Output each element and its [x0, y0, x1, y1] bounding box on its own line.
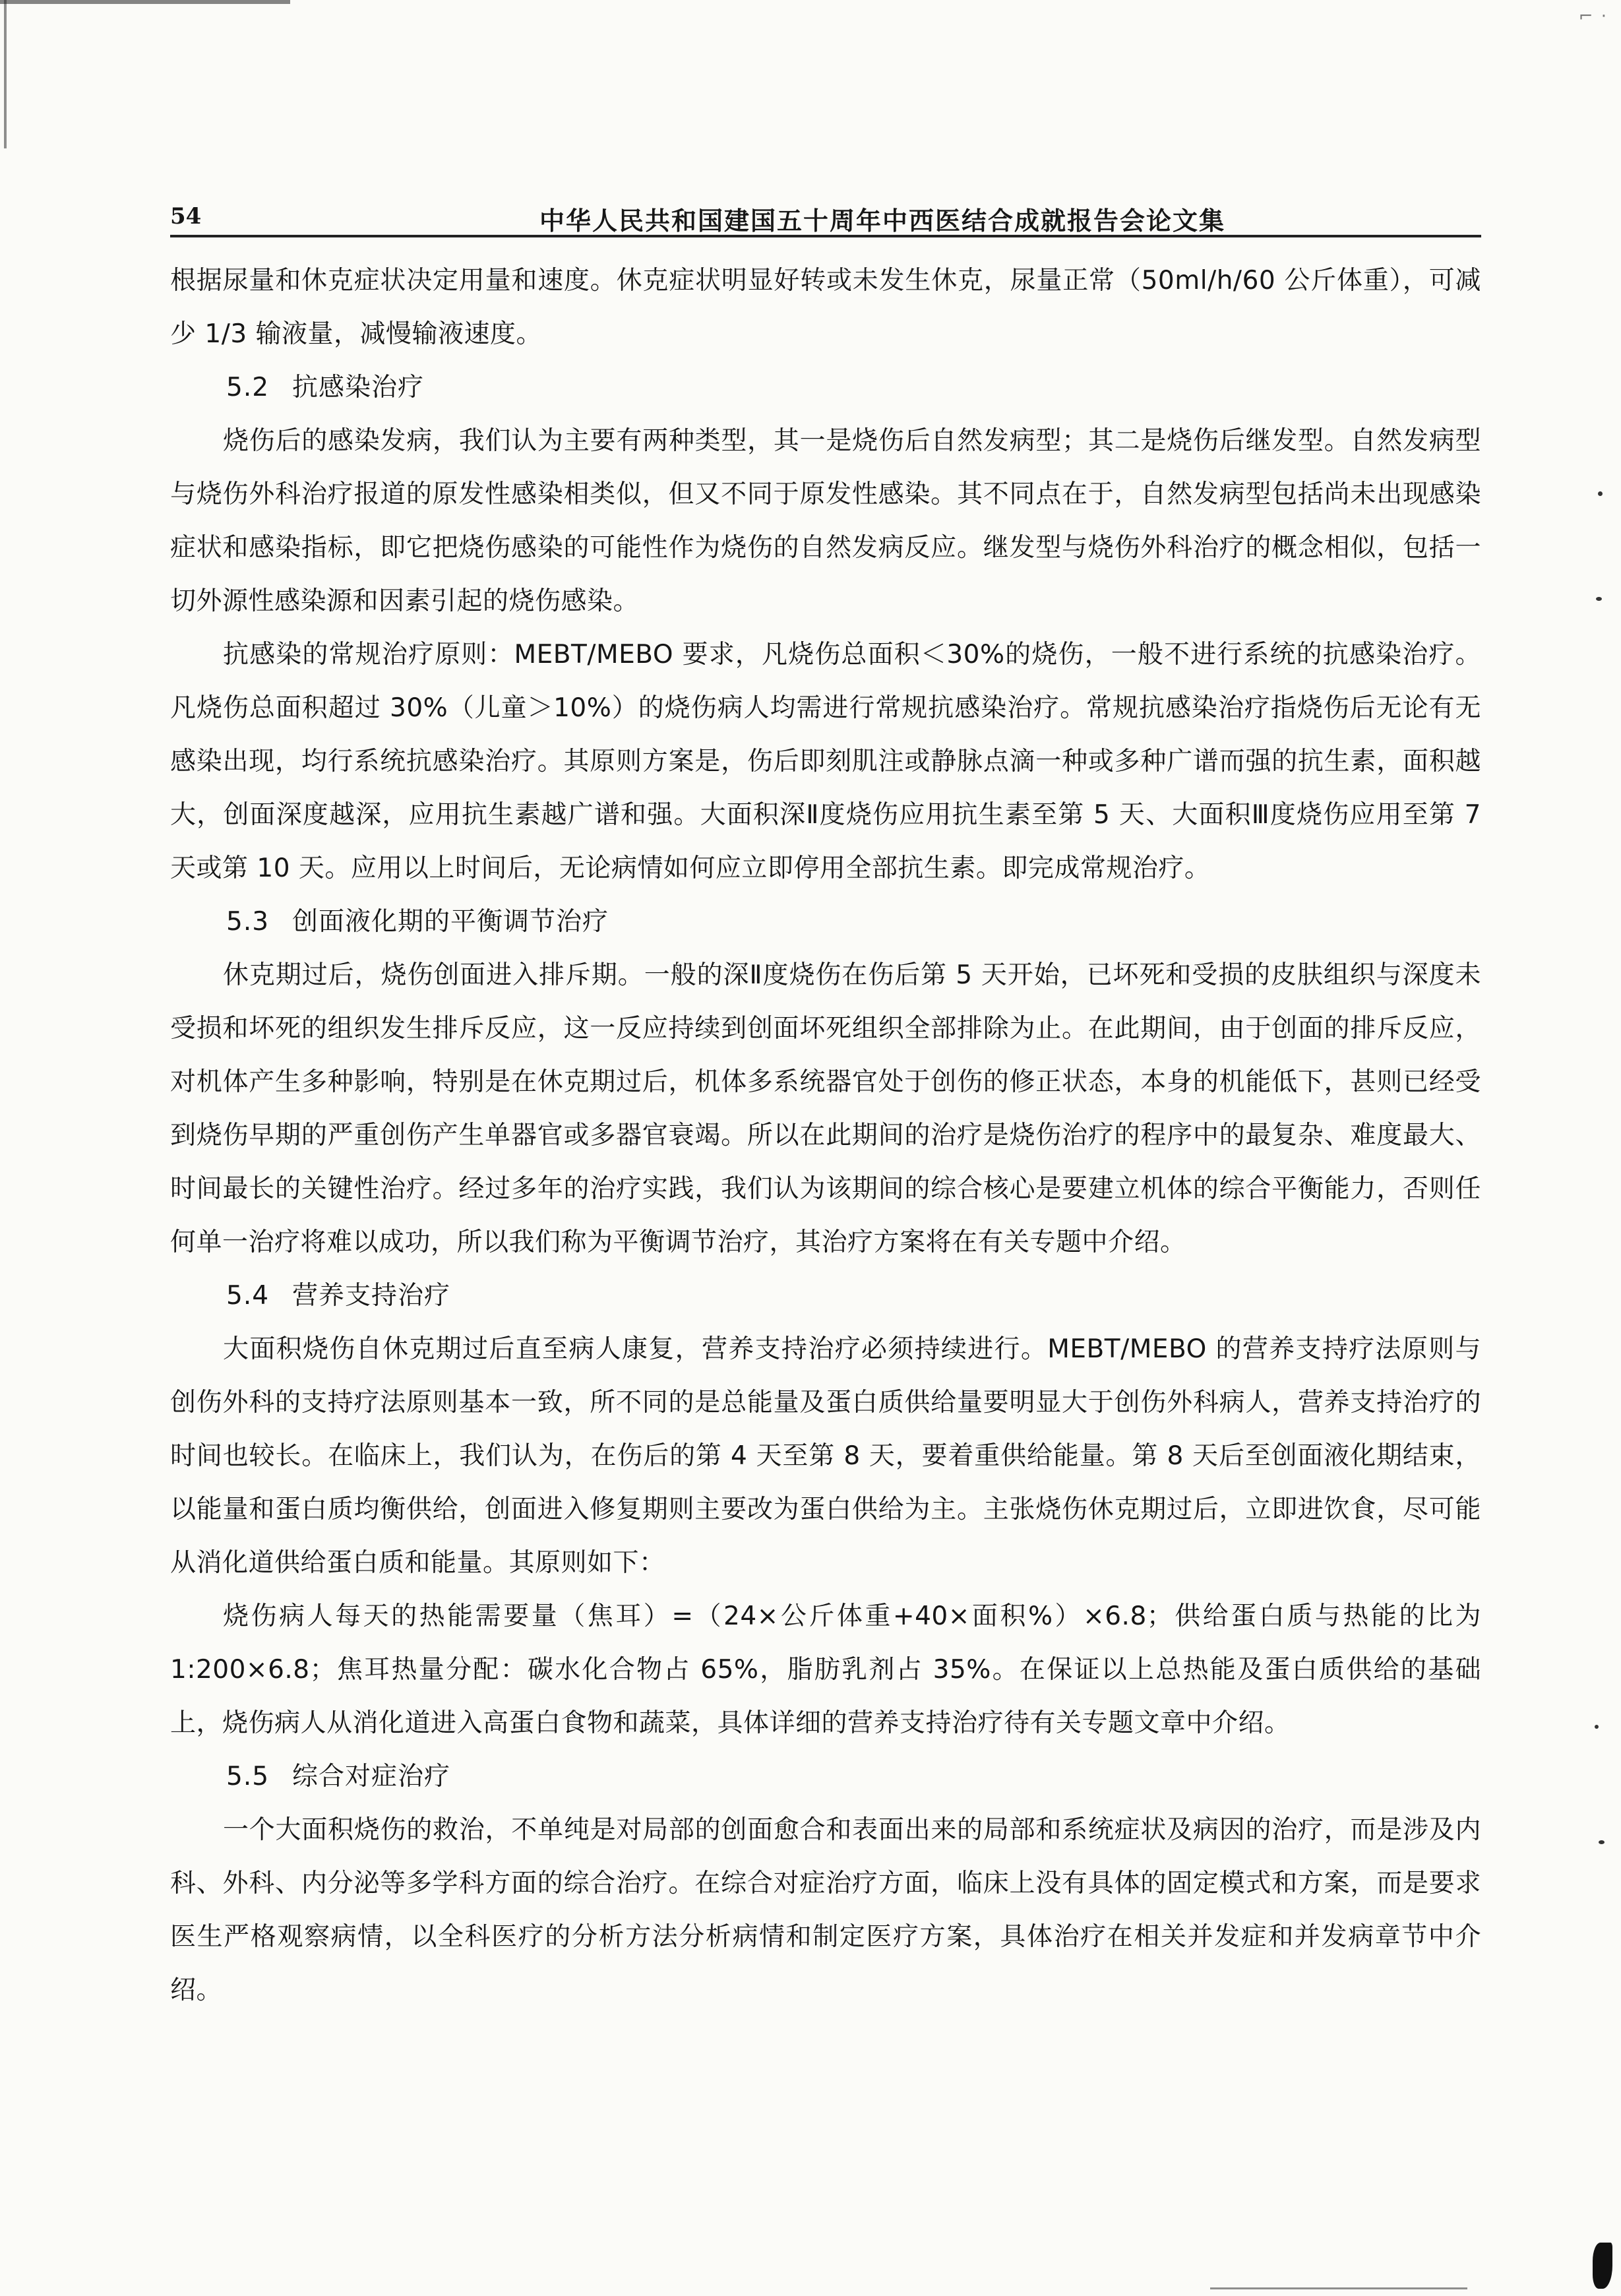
paragraph: 休克期过后，烧伤创面进入排斥期。一般的深Ⅱ度烧伤在伤后第 5 天开始，已坏死和受损的皮肤组织与深度未受损和坏死的组织发生排斥反应，这一反应持续到创面坏死组织全部排除为止。在此期间，由于创面的排斥反应，对机体产生多种影响，特别是在休克期过后，机体多系统器官处于创伤的修正状态，本身的机能低下，甚则已经受到烧伤早期的严重创伤产生单器官或多器官衰竭。所以在此期间的治疗是烧伤治疗的程序中的最复杂、难度最大、时间最长的关键性治疗。经过多年的治疗实践，我们认为该期间的综合核心是要建立机体的综合平衡能力，否则任何单一治疗将难以成功，所以我们称为平衡调节治疗，其治疗方案将在有关专题中介绍。: [170, 960, 1481, 1257]
paragraph: 一个大面积烧伤的救治，不单纯是对局部的创面愈合和表面出来的局部和系统症状及病因的治疗，而是涉及内科、外科、内分泌等多学科方面的综合治疗。在综合对症治疗方面，临床上没有具体的固定模式和方案，而是要求医生严格观察病情，以全科医疗的分析方法分析病情和制定医疗方案，具体治疗在相关并发症和并发病章节中介绍。: [170, 1815, 1481, 2005]
section-title: 综合对症治疗: [292, 1762, 451, 1791]
section-heading-5-5: [170, 1750, 1481, 1803]
section-number: 5.4: [226, 1281, 270, 1311]
paragraph: 烧伤病人每天的热能需要量（焦耳）=（24×公斤体重+40×面积%）×6.8；供给蛋白质与热能的比为 1:200×6.8；焦耳热量分配：碳水化合物占 65%，脂肪乳剂占 35%。在保证以上总热能及蛋白质供给的基础上，烧伤病人从消化道进入高蛋白食物和蔬菜，具体详细的营养支持治疗待有关专题文章中介绍。: [170, 1601, 1481, 1738]
paragraph: 烧伤后的感染发病，我们认为主要有两种类型，其一是烧伤后自然发病型；其二是烧伤后继发型。自然发病型与烧伤外科治疗报道的原发性感染相类似，但又不同于原发性感染。其不同点在于，自然发病型包括尚未出现感染症状和感染指标，即它把烧伤感染的可能性作为烧伤的自然发病反应。继发型与烧伤外科治疗的概念相似，包括一切外源性感染源和因素引起的烧伤感染。: [170, 426, 1481, 616]
section-number: 5.2: [226, 373, 270, 402]
section-title: 抗感染治疗: [292, 373, 425, 402]
body-text: [170, 254, 1481, 2017]
scan-edge-bottom: [1210, 2287, 1467, 2289]
paragraph-intro: 根据尿量和休克症状决定用量和速度。休克症状明显好转或未发生休克，尿量正常（50ml/h/60 公斤体重），可减少 1/3 输液量，减慢输液速度。: [170, 266, 1481, 349]
header-title: 中华人民共和国建国五十周年中西医结合成就报告会论文集: [539, 206, 1226, 235]
scan-corner-mark: ⌐ ·: [1578, 7, 1608, 26]
running-header: [170, 198, 1481, 237]
page-number: 54: [170, 203, 202, 230]
scan-blot: [1593, 2243, 1612, 2289]
paragraph: 大面积烧伤自休克期过后直至病人康复，营养支持治疗必须持续进行。MEBT/MEBO 的营养支持疗法原则与创伤外科的支持疗法原则基本一致，所不同的是总能量及蛋白质供给量要明显大于创伤外科病人，营养支持治疗的时间也较长。在临床上，我们认为，在伤后的第 4 天至第 8 天，要着重供给能量。第 8 天后至创面液化期结束，以能量和蛋白质均衡供给，创面进入修复期则主要改为蛋白供给为主。主张烧伤休克期过后，立即进饮食，尽可能从消化道供给蛋白质和能量。其原则如下：: [170, 1334, 1481, 1578]
scan-speck: [1595, 1725, 1599, 1729]
section-heading-5-3: [170, 895, 1481, 948]
scan-speck: [1596, 597, 1602, 601]
scan-speck: [1599, 1840, 1605, 1844]
section-heading-5-4: [170, 1269, 1481, 1322]
section-title: 创面液化期的平衡调节治疗: [292, 907, 609, 937]
section-number: 5.3: [226, 907, 270, 937]
section-heading-5-2: [170, 361, 1481, 414]
section-title: 营养支持治疗: [292, 1281, 451, 1311]
section-number: 5.5: [226, 1762, 270, 1791]
scan-speck: [1598, 491, 1603, 496]
scan-edge-left: [4, 0, 7, 148]
scan-edge-top: [0, 0, 290, 4]
paragraph: 抗感染的常规治疗原则：MEBT/MEBO 要求，凡烧伤总面积＜30%的烧伤，一般不进行系统的抗感染治疗。凡烧伤总面积超过 30%（儿童＞10%）的烧伤病人均需进行常规抗感染治疗。常规抗感染治疗指烧伤后无论有无感染出现，均行系统抗感染治疗。其原则方案是，伤后即刻肌注或静脉点滴一种或多种广谱而强的抗生素，面积越大，创面深度越深，应用抗生素越广谱和强。大面积深Ⅱ度烧伤应用抗生素至第 5 天、大面积Ⅲ度烧伤应用至第 7 天或第 10 天。应用以上时间后，无论病情如何应立即停用全部抗生素。即完成常规治疗。: [170, 640, 1481, 883]
